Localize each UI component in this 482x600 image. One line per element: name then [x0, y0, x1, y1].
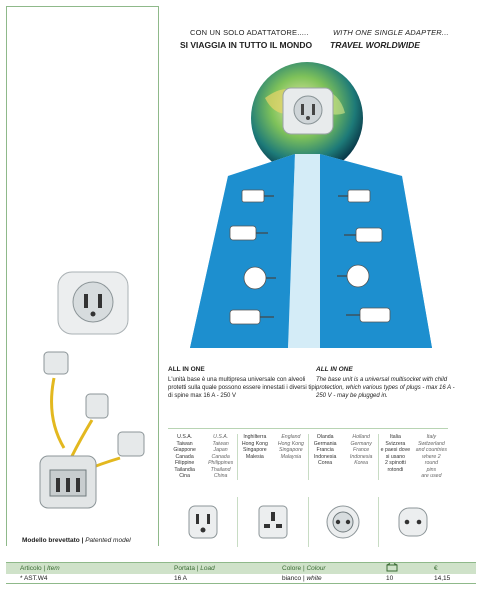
country-item: Indonesia [349, 453, 373, 460]
countries-grid [168, 434, 448, 480]
header-item-it: Articolo | [20, 565, 47, 572]
row-load: 16 A [174, 575, 188, 582]
patent-caption-en: Patented model [85, 537, 131, 544]
country-item: pins [426, 466, 437, 473]
country-item: Italia [389, 434, 401, 440]
row-item-code: * AST.W4 [20, 575, 48, 582]
country-list-en [204, 434, 237, 480]
country-item: are used [421, 473, 442, 479]
frame-top-rule [6, 6, 159, 7]
country-list-it [309, 434, 342, 480]
country-item: Singapore [279, 447, 303, 453]
plug-type-uk [238, 497, 308, 547]
country-list-en [415, 434, 448, 480]
all-in-one-it [168, 366, 318, 400]
country-item: Corea [318, 460, 333, 466]
country-item: Filippine [174, 460, 195, 466]
all-in-one-it-text: L'unità base è una multipresa universale con alveoli protetti sulla quale possono essere innestati i diversi tipi di spine max 16 A - 250 V [168, 376, 317, 399]
country-item: China [213, 473, 228, 479]
heading-it-line2: SI VIAGGIA IN TUTTO IL MONDO [180, 40, 313, 50]
plug-type-italy [379, 497, 448, 547]
header-price: € [434, 565, 438, 572]
country-item: Inghilterra [243, 434, 267, 440]
country-item: Giappone [173, 447, 196, 453]
italy-plug-icon [393, 500, 433, 544]
country-item: England [281, 434, 301, 440]
country-column [379, 434, 448, 480]
header-load-it: Portata | [174, 565, 201, 572]
country-item: Canada [175, 453, 194, 460]
row-colour-it: bianco | [282, 575, 307, 582]
plug-types-row [168, 497, 448, 547]
country-item: Japan [213, 447, 228, 453]
country-list-it [238, 434, 271, 480]
country-item: Indonesia [313, 453, 337, 460]
country-item: France [353, 447, 370, 453]
us-plug-icon [183, 500, 223, 544]
country-item: Taiwan [176, 440, 193, 447]
row-colour-en: white [306, 575, 322, 582]
country-item: Francia [316, 447, 334, 453]
frame-divider [158, 6, 159, 546]
table-row [6, 574, 476, 584]
country-item: Italy [426, 434, 437, 440]
country-item: Holland [352, 434, 370, 440]
header-colour [282, 565, 326, 572]
country-item: Tailandia [174, 466, 195, 473]
all-in-one-en-title: ALL IN ONE [316, 366, 353, 373]
frame-left-rule [6, 6, 7, 546]
plug-type-schuko [309, 497, 379, 547]
country-item: Germany [350, 440, 372, 447]
country-item: Canada [211, 453, 230, 460]
country-item: 2 spinotti [384, 460, 406, 466]
all-in-one-it-title: ALL IN ONE [168, 366, 205, 373]
header-item [20, 565, 60, 572]
header-colour-en: Colour [306, 565, 326, 572]
country-item: Singapore [243, 447, 267, 453]
heading-en-line1: WITH ONE SINGLE ADAPTER... [333, 28, 449, 37]
row-pack-qty: 10 [386, 575, 394, 582]
country-item: Switzerland [417, 440, 445, 447]
country-item: Hong Kong [241, 440, 268, 447]
country-list-en [274, 434, 307, 480]
header-colour-it: Colore | [282, 565, 307, 572]
heading-it-line1: CON UN SOLO ADATTATORE..... [190, 28, 309, 37]
country-item: Hong Kong [277, 440, 304, 447]
all-in-one-en [316, 366, 466, 400]
country-item: U.S.A. [177, 434, 193, 440]
country-list-it [168, 434, 201, 480]
adapter-assembly-illustration [30, 270, 155, 520]
country-column [238, 434, 308, 480]
country-item: U.S.A. [213, 434, 229, 440]
row-price: 14,15 [434, 575, 451, 582]
country-item: Malaysia [280, 453, 302, 460]
country-column [168, 434, 238, 480]
country-item: rotondi [387, 466, 404, 473]
country-item: Thailand [210, 466, 231, 473]
countries-top-rule [168, 428, 448, 429]
globe-adapter-illustration [170, 58, 440, 348]
plug-type-usa [168, 497, 238, 547]
box-icon [386, 563, 398, 574]
header-load [174, 565, 215, 572]
country-item: Svizzera [385, 440, 406, 447]
country-item: and countries [415, 447, 447, 453]
patent-caption-it: Modello brevettato | [22, 537, 86, 544]
country-item: Germania [313, 440, 337, 447]
country-list-en [345, 434, 378, 480]
country-item: Cina [179, 473, 190, 479]
patent-caption [22, 537, 131, 544]
row-colour [282, 575, 322, 582]
product-table-header [6, 562, 476, 574]
country-item: e paesi dove [380, 447, 411, 453]
header-item-en: Item [46, 565, 60, 572]
country-item: si usano [385, 453, 406, 460]
schuko-plug-icon [323, 500, 363, 544]
country-item: Olanda [316, 434, 334, 440]
country-item: Philippines [208, 460, 234, 466]
country-column [309, 434, 379, 480]
country-item: Korea [354, 460, 369, 466]
country-item: Taiwan [212, 440, 229, 447]
country-item: Malesia [245, 453, 264, 460]
heading-en-line2: TRAVEL WORLDWIDE [330, 40, 420, 50]
uk-plug-icon [253, 500, 293, 544]
header-load-en: Load [200, 565, 215, 572]
country-item: where 2 round [422, 453, 441, 466]
country-list-it [379, 434, 412, 480]
all-in-one-en-text: The base unit is a universal multisocket with child protection, which various types of plugs - max 16 A - 250 V - may be plugged in. [316, 376, 455, 399]
